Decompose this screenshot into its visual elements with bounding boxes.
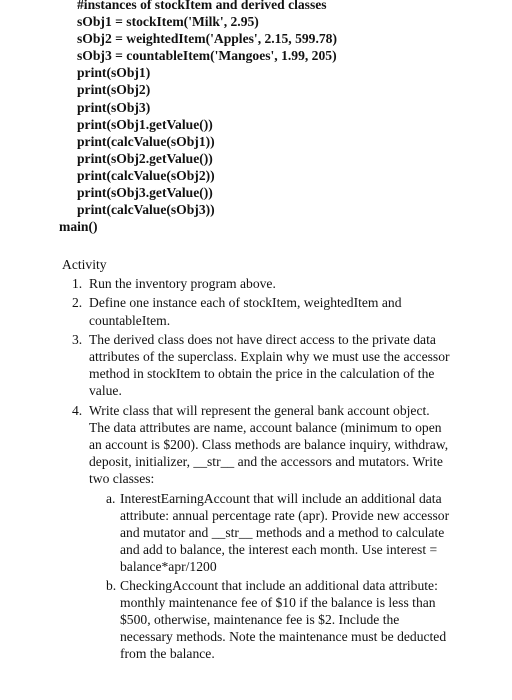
main-call-line: main() (59, 219, 98, 235)
task-number: 4. (72, 402, 83, 418)
subtask-text: InterestEarningAccount that will include an additional data attribute: annual percentage rate (apr). Provide new accessor and mutator and __str__ methods and a method to calculate and add to balance, the interest each month. Use interest = balance*apr/1200 (120, 490, 450, 575)
code-listing (59, 0, 337, 235)
task-item (62, 275, 452, 292)
task-text: Run the inventory program above. (89, 276, 276, 292)
task-text: The derived class does not have direct access to the private data attributes of the superclass. Explain why we must use the accessor method in stockItem to obtain the price in the calculation of the value. (89, 331, 450, 399)
code-line: sObj2 = weightedItem('Apples', 2.15, 599.78) (77, 31, 337, 47)
subtask-item (89, 577, 452, 663)
subtask-list (89, 490, 452, 663)
activity-section (62, 256, 452, 665)
code-line: print(sObj3.getValue()) (77, 185, 213, 201)
code-line: print(sObj2) (77, 82, 151, 98)
task-number: 2. (72, 295, 83, 311)
code-line: print(calcValue(sObj1)) (77, 133, 215, 149)
task-number: 1. (72, 276, 83, 292)
code-line: print(sObj1.getValue()) (77, 116, 213, 132)
task-item (62, 331, 452, 400)
task-text: Define one instance each of stockItem, weightedItem and countableItem. (89, 295, 402, 328)
subtask-letter: b. (106, 577, 117, 593)
code-line: print(sObj2.getValue()) (77, 150, 213, 166)
task-list (62, 275, 452, 662)
code-comment-line: #instances of stockItem and derived classes (77, 0, 327, 12)
code-line: print(sObj3) (77, 99, 151, 115)
subtask-letter: a. (106, 490, 116, 506)
subtask-item (89, 490, 452, 576)
activity-heading: Activity (62, 257, 107, 272)
task-item (62, 402, 452, 663)
task-item (62, 294, 452, 328)
code-line: print(calcValue(sObj3)) (77, 202, 215, 218)
subtask-text: CheckingAccount that include an additional data attribute: monthly maintenance fee of $10 if the balance is less than $500, otherwise, maintenance fee is $2. Include the necessary methods. Note the maintenance must be deducted from the balance. (120, 577, 447, 662)
code-line: print(sObj1) (77, 65, 151, 81)
task-number: 3. (72, 331, 83, 347)
code-line: print(calcValue(sObj2)) (77, 167, 215, 183)
code-line: sObj3 = countableItem('Mangoes', 1.99, 205) (77, 48, 337, 64)
task-text: Write class that will represent the general bank account object. The data attributes are name, account balance (minimum to open an account is $200). Class methods are balance inquiry, withdraw, deposit, initializer, __str__ and the accessors and mutators. Write two classes: (89, 402, 449, 487)
code-line: sObj1 = stockItem('Milk', 2.95) (77, 14, 259, 30)
